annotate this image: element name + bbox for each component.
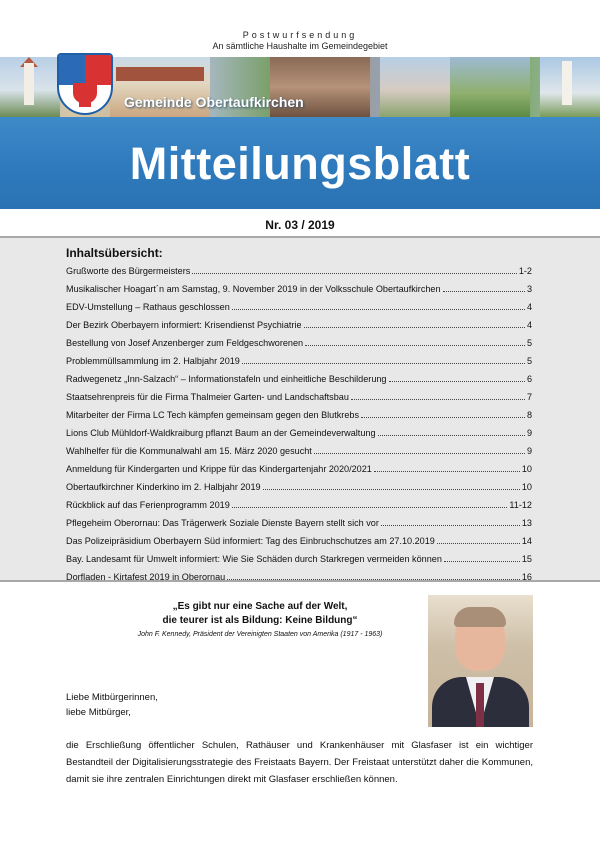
toc-item-title: Obertaufkirchner Kinderkino im 2. Halbjahr 2019 xyxy=(66,482,261,492)
community-name: Gemeinde Obertaufkirchen xyxy=(124,94,304,110)
toc-item xyxy=(66,554,532,572)
toc-leader-dots xyxy=(304,320,525,328)
salutation xyxy=(66,690,158,720)
kids-photo xyxy=(450,57,530,117)
church-photo xyxy=(0,57,60,117)
toc-item-title: Bestellung von Josef Anzenberger zum Feldgeschworenen xyxy=(66,338,304,348)
toc-item-title: Bay. Landesamt für Umwelt informiert: Wie Sie Schäden durch Starkregen vermeiden können xyxy=(66,554,442,564)
delivery-note: An sämtliche Haushalte im Gemeindegebiet xyxy=(212,41,388,51)
toc-item-title: Problemmüllsammlung im 2. Halbjahr 2019 xyxy=(66,356,240,366)
toc-leader-dots xyxy=(378,428,525,436)
issue-number: Nr. 03 / 2019 xyxy=(265,218,335,232)
toc-leader-dots xyxy=(232,500,508,508)
toc-item-page: 5 xyxy=(526,356,532,366)
toc-item xyxy=(66,284,532,302)
toc-item xyxy=(66,302,532,320)
toc-item-page: 15 xyxy=(521,554,532,564)
toc-item-page: 5 xyxy=(526,338,532,348)
toc-item-page: 6 xyxy=(526,374,532,384)
letter-body: die Erschließung öffentlicher Schulen, Rathäuser und Krankenhäuser mit Glasfaser ist ein wichtiger Bestandteil der Digitalisierungsstrategie des Freistaats Bayern. Der Freistaat unterstützt daher die Kommunen, damit sie ihre zentralen Einrichtungen direkt mit Glasfaser erschließen können. xyxy=(66,740,533,785)
toc-item xyxy=(66,356,532,374)
toc-item-page: 1-2 xyxy=(518,266,532,276)
table-of-contents xyxy=(0,236,600,582)
toc-item xyxy=(66,536,532,554)
toc-item-title: Pflegeheim Oberornau: Das Trägerwerk Soziale Dienste Bayern stellt sich vor xyxy=(66,518,379,528)
toc-item xyxy=(66,446,532,464)
toc-item-page: 9 xyxy=(526,428,532,438)
toc-item-page: 13 xyxy=(521,518,532,528)
toc-item-page: 14 xyxy=(521,536,532,546)
toc-item-page: 3 xyxy=(526,284,532,294)
toc-leader-dots xyxy=(437,536,520,544)
toc-item-title: Radwegenetz „Inn-Salzach“ – Informationstafeln und einheitliche Beschilderung xyxy=(66,374,387,384)
toc-item-page: 9 xyxy=(526,446,532,456)
toc-item-title: EDV-Umstellung – Rathaus geschlossen xyxy=(66,302,230,312)
toc-leader-dots xyxy=(227,572,520,580)
salutation-line-2: liebe Mitbürger, xyxy=(66,707,131,718)
toc-leader-dots xyxy=(361,410,525,418)
toc-leader-dots xyxy=(263,482,520,490)
toc-leader-dots xyxy=(444,554,520,562)
toc-item xyxy=(66,500,532,518)
quote-line-2: die teurer ist als Bildung: Keine Bildung“ xyxy=(162,615,358,626)
toc-leader-dots xyxy=(314,446,525,454)
toc-leader-dots xyxy=(443,284,525,292)
toc-list xyxy=(66,266,532,590)
postal-note: Postwurfsendung xyxy=(242,30,358,40)
toc-item-page: 7 xyxy=(526,392,532,402)
toc-item-page: 16 xyxy=(521,572,532,582)
toc-item-title: Rückblick auf das Ferienprogramm 2019 xyxy=(66,500,230,510)
toc-item xyxy=(66,464,532,482)
toc-leader-dots xyxy=(351,392,525,400)
toc-item xyxy=(66,338,532,356)
toc-item xyxy=(66,374,532,392)
toc-leader-dots xyxy=(242,356,525,364)
toc-item-title: Mitarbeiter der Firma LC Tech kämpfen gemeinsam gegen den Blutkrebs xyxy=(66,410,359,420)
toc-leader-dots xyxy=(305,338,525,346)
toc-item-title: Anmeldung für Kindergarten und Krippe für das Kindergartenjahr 2020/2021 xyxy=(66,464,372,474)
toc-item-page: 11-12 xyxy=(509,500,532,510)
toc-item-page: 10 xyxy=(521,482,532,492)
toc-item xyxy=(66,428,532,446)
toc-leader-dots xyxy=(374,464,520,472)
toc-item-title: Der Bezirk Oberbayern informiert: Krisendienst Psychiatrie xyxy=(66,320,302,330)
toc-leader-dots xyxy=(389,374,525,382)
postal-header xyxy=(0,30,600,51)
toc-item-title: Das Polizeipräsidium Oberbayern Süd informiert: Tag des Einbruchschutzes am 27.10.2019 xyxy=(66,536,435,546)
toc-leader-dots xyxy=(192,266,517,274)
coat-of-arms-icon xyxy=(57,53,113,115)
toc-item xyxy=(66,320,532,338)
toc-item-title: Staatsehrenpreis für die Firma Thalmeier Garten- und Landschaftsbau xyxy=(66,392,349,402)
magazine-title: Mitteilungsblatt xyxy=(129,138,471,189)
quote-attribution: John F. Kennedy, Präsident der Vereinigten Staaten von Amerika (1917 - 1963) xyxy=(137,631,383,638)
toc-item-title: Musikalischer Hoagart´n am Samstag, 9. November 2019 in der Volksschule Obertaufkirchen xyxy=(66,284,441,294)
toc-item xyxy=(66,518,532,536)
toc-heading: Inhaltsübersicht: xyxy=(66,246,163,260)
toc-item xyxy=(66,482,532,500)
toc-item-page: 4 xyxy=(526,320,532,330)
toc-item xyxy=(66,266,532,284)
quote-block xyxy=(110,600,410,638)
toc-item xyxy=(66,572,532,590)
toc-item-page: 8 xyxy=(526,410,532,420)
quote-line-1: „Es gibt nur eine Sache auf der Welt, xyxy=(172,601,348,612)
toc-item-page: 4 xyxy=(526,302,532,312)
mayor-portrait xyxy=(428,595,533,727)
toc-item-title: Grußworte des Bürgermeisters xyxy=(66,266,191,276)
toc-leader-dots xyxy=(381,518,520,526)
toc-item xyxy=(66,410,532,428)
toc-item-page: 10 xyxy=(521,464,532,474)
toc-item-title: Dorfladen - Kirtafest 2019 in Oberornau xyxy=(66,572,226,582)
toc-item-title: Wahlhelfer für die Kommunalwahl am 15. März 2020 gesucht xyxy=(66,446,312,456)
toc-item xyxy=(66,392,532,410)
salutation-line-1: Liebe Mitbürgerinnen, xyxy=(66,692,158,703)
toc-leader-dots xyxy=(232,302,525,310)
tower-photo xyxy=(540,57,600,117)
toc-item-title: Lions Club Mühldorf-Waldkraiburg pflanzt Baum an der Gemeindeverwaltung xyxy=(66,428,376,438)
